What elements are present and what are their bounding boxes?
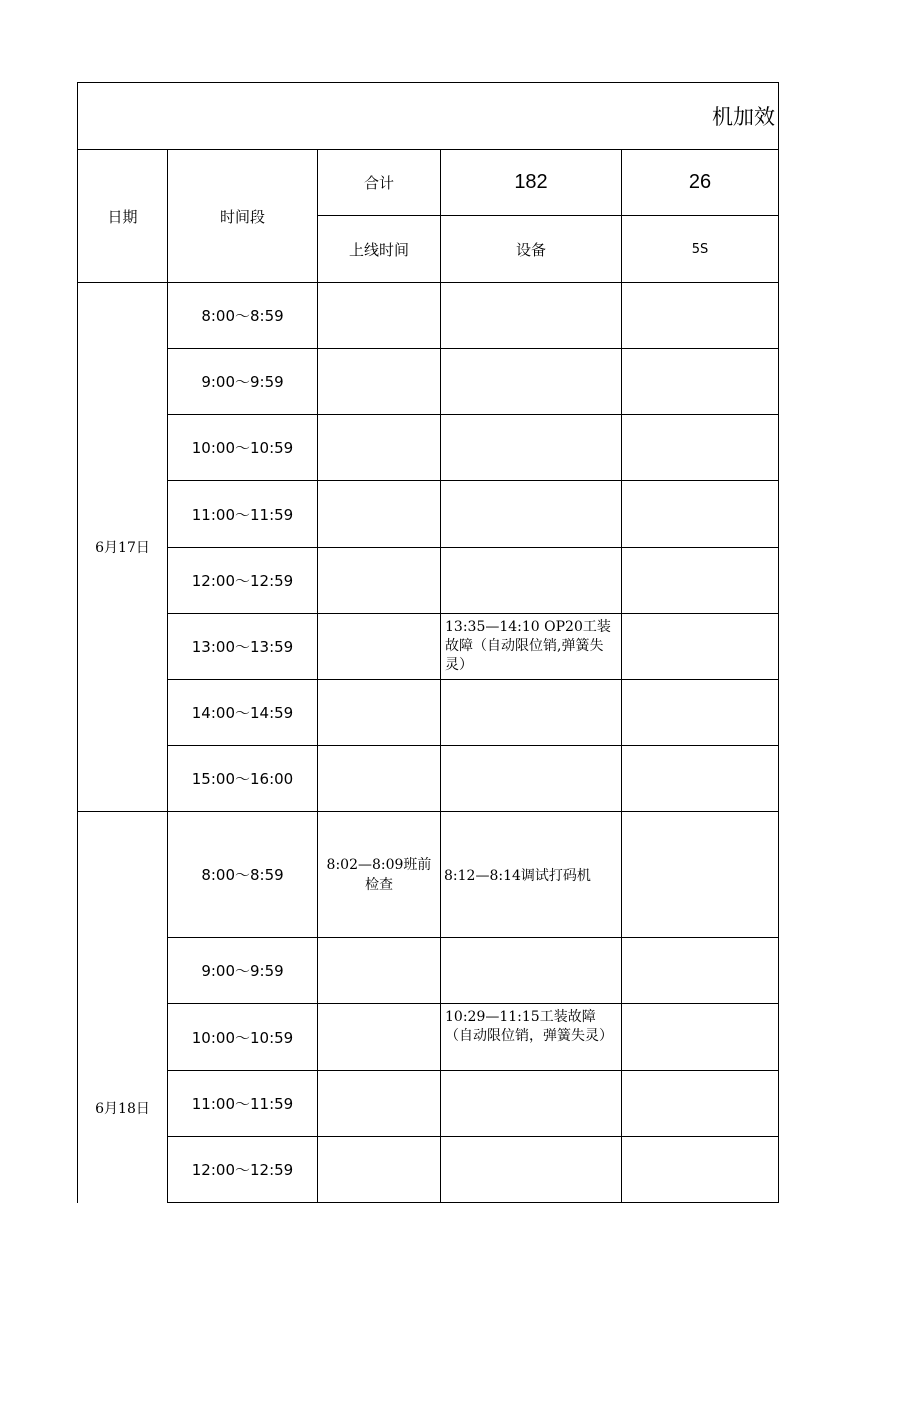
equipment-total: 182 [514,171,548,193]
grid-line [167,1202,779,1203]
header-5s: 5S [691,241,709,257]
equipment-note: 10:29—11:15工装故障（自动限位销，弹簧失灵） [445,1009,613,1044]
time-slot-cell: 12:00～12:59 [191,572,294,590]
equipment-note: 13:35—14:10 OP20工装故障（自动限位销,弹簧失灵） [445,619,611,673]
time-slot-cell: 13:00～13:59 [191,638,294,656]
grid-line [317,149,318,1203]
online-time-note: 8:02—8:09班前检查 [326,856,432,893]
header-equipment: 设备 [515,240,546,259]
grid-line [77,82,779,83]
time-slot-cell: 9:00～9:59 [201,373,284,391]
sheet-title: 机加效 [712,105,775,129]
grid-line [778,82,779,1203]
time-slot-cell: 11:00～11:59 [191,1095,294,1113]
date-cell: 6月17日 [95,540,150,556]
header-online-time: 上线时间 [348,240,409,259]
equipment-note: 8:12—8:14调试打码机 [444,867,591,884]
time-slot-cell: 12:00～12:59 [191,1161,294,1179]
time-slot-cell: 9:00～9:59 [201,962,284,980]
time-slot-cell: 15:00～16:00 [191,770,294,788]
header-time-slot: 时间段 [219,207,265,226]
time-slot-cell: 14:00～14:59 [191,704,294,722]
time-slot-cell: 8:00～8:59 [201,866,284,884]
date-cell [78,812,167,1403]
time-slot-cell: 10:00～10:59 [191,439,294,457]
header-date: 日期 [107,207,138,226]
grid-line [621,149,622,1203]
fives-total: 26 [688,171,712,193]
time-slot-cell: 8:00～8:59 [201,307,284,325]
time-slot-cell: 11:00～11:59 [191,505,294,524]
date-label: 6月18日 [95,1101,150,1117]
header-total: 合计 [363,174,394,192]
time-slot-cell: 10:00～10:59 [191,1028,294,1047]
